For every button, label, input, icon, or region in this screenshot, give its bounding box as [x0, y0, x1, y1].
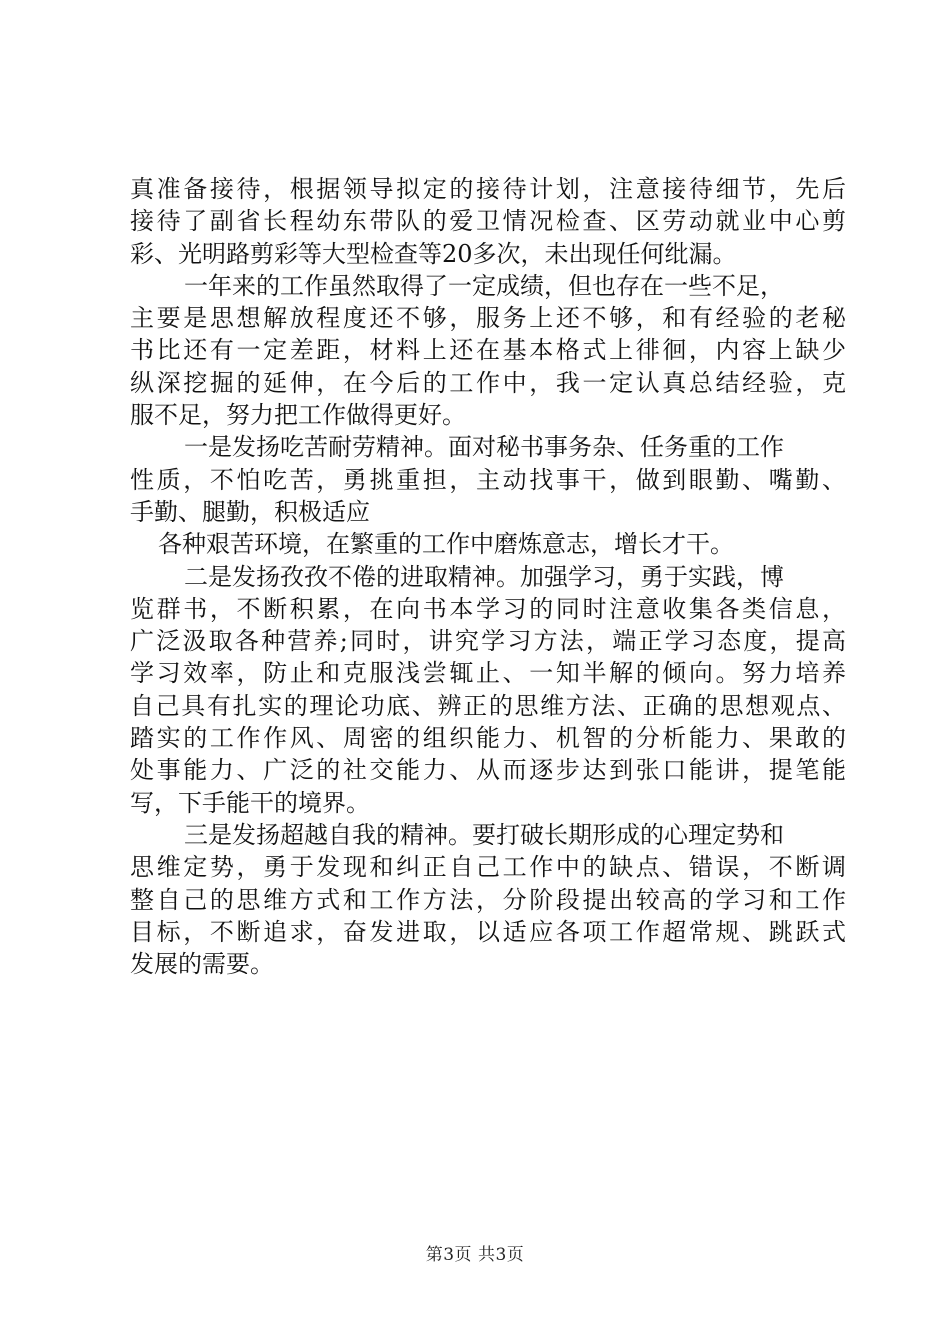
- text-line: 纵深挖掘的延伸，在今后的工作中，我一定认真总结经验，克: [130, 368, 846, 397]
- text-line: 整自己的思维方式和工作方法，分阶段提出较高的学习和工作: [130, 885, 846, 914]
- text-line: 学习效率，防止和克服浅尝辄止、一知半解的倾向。努力培养: [130, 659, 846, 688]
- paragraph-first-line: 各种艰苦环境，在繁重的工作中磨炼意志，增长才干。: [158, 530, 734, 559]
- paragraph-first-line: 二是发扬孜孜不倦的进取精神。加强学习，勇于实践，博: [184, 562, 784, 591]
- text-line: 广泛汲取各种营养;同时，讲究学习方法，端正学习态度，提高: [130, 627, 846, 656]
- text-line: 真准备接待，根据领导拟定的接待计划，注意接待细节，先后: [130, 175, 846, 203]
- text-line: 写，下手能干的境界。: [130, 788, 370, 817]
- paragraph-first-line: 三是发扬超越自我的精神。要打破长期形成的心理定势和: [184, 820, 784, 849]
- body-text: [130, 173, 846, 980]
- text-line: 性质，不怕吃苦，勇挑重担，主动找事干，做到眼勤、嘴勤、: [130, 465, 846, 494]
- text-line: 手勤、腿勤，积极适应: [130, 497, 370, 526]
- text-line: 目标，不断追求，奋发进取，以适应各项工作超常规、跳跃式: [130, 917, 846, 946]
- text-line: 彩、光明路剪彩等大型检查等20多次，未出现任何纰漏。: [130, 239, 737, 268]
- text-line: 踏实的工作作风、周密的组织能力、机智的分析能力、果敢的: [130, 724, 846, 753]
- text-line: 服不足，努力把工作做得更好。: [130, 401, 466, 430]
- text-line: 处事能力、广泛的社交能力、从而逐步达到张口能讲，提笔能: [130, 756, 846, 785]
- text-line: 思维定势，勇于发现和纠正自己工作中的缺点、错误，不断调: [130, 853, 846, 882]
- text-line: 书比还有一定差距，材料上还在基本格式上徘徊，内容上缺少: [130, 336, 846, 365]
- paragraph-first-line: 一是发扬吃苦耐劳精神。面对秘书事务杂、任务重的工作: [184, 433, 784, 462]
- text-line: 发展的需要。: [130, 950, 274, 979]
- page-footer: [0, 1243, 950, 1267]
- text-line: 自己具有扎实的理论功底、辨正的思维方法、正确的思想观点、: [130, 691, 846, 720]
- paragraph-first-line: 一年来的工作虽然取得了一定成绩，但也存在一些不足，: [184, 271, 784, 300]
- text-line: 览群书，不断积累，在向书本学习的同时注意收集各类信息，: [130, 594, 846, 623]
- text-line: 接待了副省长程幼东带队的爱卫情况检查、区劳动就业中心剪: [130, 207, 846, 236]
- text-line: 主要是思想解放程度还不够，服务上还不够，和有经验的老秘: [130, 304, 846, 333]
- page-number-label: 第3页 共3页: [425, 1245, 525, 1265]
